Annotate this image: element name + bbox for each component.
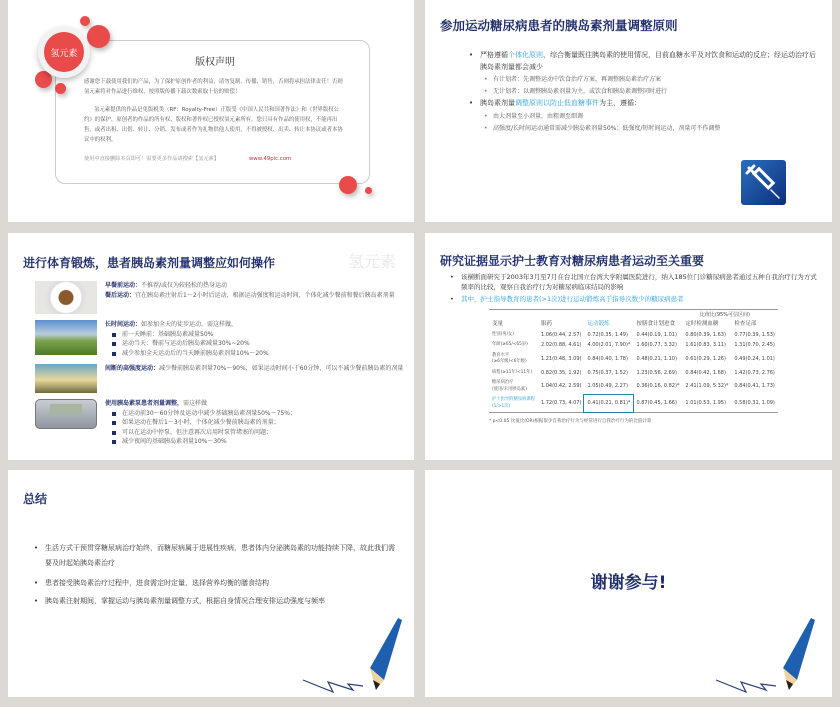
table-cell: 2.02(0.88, 4.61): [540, 342, 582, 348]
list-item: 减少参加全天运动后的当天睡前胰岛素剂量10%～20%: [112, 349, 405, 359]
slide-insulin-principles[interactable]: [425, 0, 832, 222]
table-cell: 0.77(0.39, 1.53): [734, 331, 775, 338]
table-cell: 教育水平 (≥6年级/<6年级): [492, 352, 527, 364]
sub-bullet: • 高强度/长时间运动通常需减少胰岛素剂量50%；低强度/短时间运动，剂量可不作调整: [493, 123, 820, 134]
table-cell: 性别(男/女): [492, 331, 514, 337]
table-cell: 0.84(0.41, 1.73): [734, 383, 775, 390]
table-cell: 1.31(0.70, 2.45): [734, 342, 775, 348]
decor-dot: [87, 25, 110, 48]
row-text: [105, 399, 405, 447]
table-cell: 1.42(0.73, 2.76): [734, 369, 775, 376]
slide-exercise-adjustment[interactable]: [8, 233, 414, 460]
research-body: [461, 272, 821, 425]
table-row: [489, 378, 778, 395]
copyright-para1: 感谢您下载使用我们的产品，为了保护原创作者的利益，请勿复制、传播、销售，否则将承担法律责任！否则氢元素将对作品进行维权，按照版传播下载次数索取十倍的赔偿！: [84, 79, 343, 95]
bullet: • 胰岛素注射期间，掌握运动与胰岛素剂量调整方式，根据自身情况合理安排运动强度与频率: [45, 595, 395, 607]
watermark: 氢元素: [348, 252, 397, 271]
results-table: [489, 319, 778, 412]
sub-bullet: • 由大剂量至小剂量，由粗调至细调: [493, 111, 820, 122]
bullet-text: ，综合衡量既往胰岛素的使用情况，目前血糖水平及对饮食和运动的反应；经运动治疗后胰岛素剂量都会减少: [480, 51, 816, 71]
table-cell: 0.87(0.45, 1.66): [636, 400, 677, 407]
bullet: • 该横断面研究于2003年3月至7月在台北国立台湾大学附属医院进行，纳入185位门诊糖尿病患者通过五种自我治疗行为方式频率的比较，观察自我治疗行为对糖尿病临床结局的影响: [461, 272, 821, 292]
row-label: 早餐前运动：: [105, 282, 142, 289]
table-cell: 4.00(2.01, 7.90)*: [587, 342, 631, 348]
table-cell: 0.49(0.24, 1.01): [734, 355, 775, 362]
table-header: 按膳食计划进食: [636, 321, 675, 327]
pencil-icon: [298, 610, 408, 697]
list-item: 减少夜间的基础胰岛素剂量10%～30%: [112, 437, 405, 447]
table-cell: 0.82(0.35, 1.92): [540, 369, 582, 376]
thanks-title: 谢谢参与!: [590, 573, 667, 593]
syringe-icon: [741, 160, 786, 205]
bullet-text: 为主，遵循：: [599, 99, 641, 107]
sub-bullet: • 无计划者：以调整胰岛素剂量为主，或饮食和胰岛素调整同时进行: [493, 86, 820, 97]
table-footnote: * p<0.05 比值比(OR)根据很少自我治疗行为与经常进行自我治疗行为的比值计算: [489, 419, 652, 424]
table-cell: 0.84(0.40, 1.78): [587, 355, 628, 362]
row-desc: 需这样做: [183, 400, 208, 407]
table-cell: 糖尿病治疗 (使用/未用胰岛素): [492, 380, 527, 392]
list-item: 在运动前30～60分钟及运动中减少基础胰岛素剂量50%～75%；: [112, 409, 405, 419]
copyright-body: [84, 56, 346, 163]
bullet: • 患者接受胰岛素治疗过程中，进食需定时定量，选择营养均衡的膳食结构: [45, 577, 395, 589]
slide-title: 研究证据显示护士教育对糖尿病患者运动至关重要: [440, 254, 705, 268]
table-cell: 2.41(1.09, 5.32)*: [685, 383, 729, 390]
table-cell: 0.36(0.16, 0.82)*: [636, 383, 680, 390]
row-text: [105, 281, 405, 300]
list-item: 运动当天：餐前与运动后胰岛素减量30%~20%: [112, 339, 405, 349]
table-cell: 1.23(0.56, 2.69): [636, 369, 677, 376]
table-cell: 0.84(0.42, 1.68): [685, 369, 726, 376]
insulin-pump-image: [35, 399, 97, 429]
hikers-image: [35, 320, 97, 355]
exercise-row: [35, 281, 405, 314]
row-desc: 如参加全天的徒步运动，需这样做，: [141, 321, 238, 328]
decor-dot: [55, 83, 66, 94]
bullet: [480, 98, 820, 110]
row-label: 使用胰岛素泵患者剂量调整，: [105, 400, 184, 407]
bullet-text: 胰岛素剂量: [480, 99, 515, 107]
copyright-footer-note: 使用中直接删除本页即可！需要更多作品请搜索【氢元素】: [84, 156, 219, 162]
slide-title: 总结: [23, 492, 48, 506]
table-cell: 1.72(0.73, 4.07): [540, 400, 582, 407]
decor-dot: [80, 16, 90, 26]
copyright-footer: [84, 155, 346, 163]
bullet-text: 严格遵循: [480, 51, 508, 59]
row-label: 餐后运动：: [105, 291, 136, 299]
highlight-text: 个体化原则: [508, 51, 543, 59]
table-header: 检查足部: [734, 321, 757, 327]
list-item: 如果运动在餐后1～3小时，个体化减少餐前胰岛素的剂量；: [112, 418, 405, 428]
row-label: 间断的高强度运动：: [105, 365, 160, 372]
decor-dot: [365, 187, 372, 194]
table-cell: 1.06(0.44, 2.57): [540, 331, 582, 338]
highlight-text: 调整原则以防止低血糖事件: [515, 99, 599, 107]
logo-text: 氢元素: [44, 32, 84, 72]
pencil-icon: [711, 610, 821, 697]
exercise-row: [35, 320, 405, 358]
row-label: 长时间运动：: [105, 321, 142, 328]
table-cell: 1.01(0.53, 1.95): [685, 400, 726, 407]
table-cell: 0.80(0.39, 1.63): [685, 331, 726, 338]
slide-research-evidence[interactable]: [425, 233, 832, 460]
row-desc: 减少餐前胰岛素剂量70%～90%，如果运动时间小于60分钟，可以不减少餐前胰岛素的剂量: [159, 365, 404, 372]
sub-bullet: • 有计划者：先调整运动中饮食治疗方案，再调整胰岛素治疗方案: [493, 74, 820, 85]
table-cell: 1.21(0.48, 3.09): [540, 355, 582, 362]
copyright-url[interactable]: www.49pic.com: [248, 156, 292, 162]
summary-list: [45, 541, 395, 607]
meal-plate-image: [35, 281, 97, 314]
results-table-wrap: [489, 309, 778, 413]
exercise-row: [35, 399, 405, 447]
decor-dot: [339, 176, 357, 194]
table-cell: 0.61(0.29, 1.26): [685, 355, 726, 362]
slide-title: 参加运动糖尿病患者的胰岛素剂量调整原则: [440, 18, 678, 33]
table-cell: 1.04(0.42, 2.59): [540, 383, 582, 390]
table-cell: 1.60(0.77, 3.32): [636, 342, 677, 348]
slide-title: 进行体育锻炼，患者胰岛素剂量调整应如何操作: [23, 256, 276, 270]
table-cell: 0.48(0.21, 1.10): [636, 355, 677, 362]
table-row: [489, 368, 778, 379]
row-desc: 不推荐/或仅为较轻松的热身运动: [141, 282, 228, 289]
slide-copyright[interactable]: [8, 0, 414, 222]
table-row: [489, 340, 778, 351]
exercise-row: [35, 364, 405, 393]
copyright-para2: 氢元素提供的作品是免版税类（RF：Royalty-Free）正版受《中国人民共和国著作法》和《世界版权公约》的保护，原创者的作品的所有权、版权和著作权已授权氢元素所有，您只具有作品的使用权，不能再出售，或者出租、出借、转让、分销、发布或者作为礼物供他人使用，不得被授权、出卖、转让本协议或者本协议中的权利。: [84, 107, 343, 143]
table-cell: 0.75(0.37, 1.52): [587, 369, 628, 376]
table-header: 服药: [540, 321, 552, 327]
table-row: [489, 395, 778, 412]
row-desc: 宜在胰岛素注射后1～2小时后运动，根据运动强度和运动时间，个体化减少餐前和餐后胰岛素剂量: [135, 291, 395, 299]
table-cell: 0.58(0.31, 1.09): [734, 400, 775, 407]
exercise-rows: [35, 281, 405, 447]
runner-image: [35, 364, 97, 393]
bullet-highlight: • 其中，护士指导教育的患者(>1次)进行运动锻炼高于指导次数少的糖尿病患者: [461, 294, 821, 304]
logo-badge: [38, 26, 90, 78]
slide-summary[interactable]: [8, 470, 414, 697]
table-row: [489, 330, 778, 341]
table-cell: 病程(≥11年/<11年): [492, 369, 533, 375]
table-cell: 1.61(0.83, 3.11): [685, 342, 726, 348]
bullet-list: [480, 50, 820, 134]
table-cell: 0.44(0.19, 1.01): [636, 331, 677, 338]
table-cell: 0.41(0.21, 0.81)*: [584, 395, 633, 412]
table-cell: 年龄(≥65/<65岁): [492, 342, 528, 347]
bullet: • 生活方式干预贯穿糖尿病治疗始终，而糖尿病属于进展性疾病，患者体内分泌胰岛素的功能持续下降，故此我们需要及时起始胰岛素治疗: [45, 541, 395, 571]
slide-thanks[interactable]: [425, 470, 832, 697]
table-cell: 0.72(0.35, 1.49): [587, 331, 628, 338]
bullet: [480, 50, 820, 73]
table-row: [489, 351, 778, 368]
table-super-header: 比值比(95%可信区间): [699, 312, 750, 318]
table-cell: 1.05(0.49, 2.27): [587, 383, 628, 390]
list-item: 前一天睡前：基础胰岛素减量50%: [112, 330, 405, 340]
row-text: [105, 320, 405, 358]
copyright-title: 版权声明: [195, 57, 235, 68]
table-header: 变量: [492, 321, 504, 327]
table-header: 运动锻炼: [587, 321, 610, 327]
row-text: [105, 364, 405, 374]
list-item: 可以在运动中停泵，但注意再次启用时泵管堵塞的问题；: [112, 428, 405, 438]
table-header: 定时检测血糖: [685, 321, 719, 327]
table-cell: 护士指导的糖尿病课程 (1/>1次): [492, 397, 535, 409]
